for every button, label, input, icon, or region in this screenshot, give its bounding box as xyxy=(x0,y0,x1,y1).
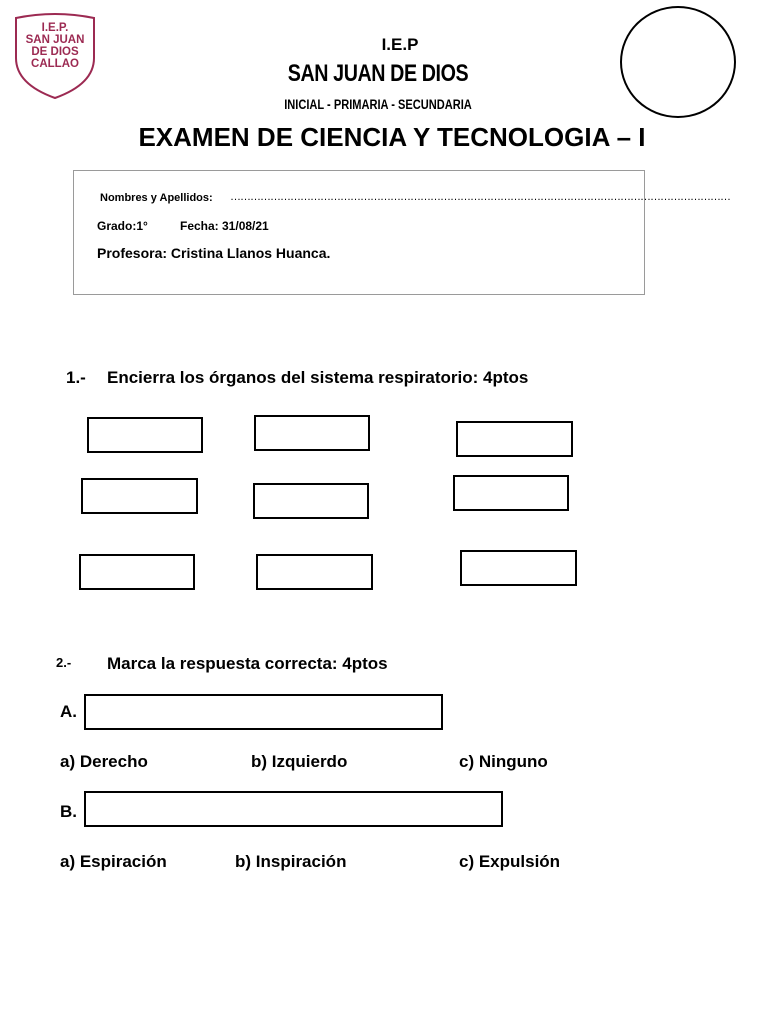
item-b-box[interactable] xyxy=(84,791,503,827)
answer-box[interactable] xyxy=(87,417,203,453)
school-name: SAN JUAN DE DIOS xyxy=(287,60,469,87)
teacher-label: Profesora: Cristina Llanos Huanca. xyxy=(97,245,331,261)
answer-box[interactable] xyxy=(460,550,577,586)
item-a-label: A. xyxy=(60,702,77,721)
answer-box[interactable] xyxy=(456,421,573,457)
page-title: EXAMEN DE CIENCIA Y TECNOLOGIA – I xyxy=(138,122,646,152)
question-2-number: 2.- xyxy=(56,655,72,670)
header-iep: I.E.P xyxy=(381,35,419,54)
date-label: Fecha: 31/08/21 xyxy=(180,219,269,233)
option-a-derecho[interactable]: a) Derecho xyxy=(60,752,148,771)
answer-box[interactable] xyxy=(253,483,369,519)
answer-box[interactable] xyxy=(254,415,370,451)
answer-box[interactable] xyxy=(453,475,569,511)
grade-label: Grado:1° xyxy=(97,219,148,233)
question-2-text: Marca la respuesta correcta: 4ptos xyxy=(107,654,388,673)
logo-line: I.E.P. xyxy=(41,22,69,34)
answer-box[interactable] xyxy=(81,478,198,514)
logo-line: DE DIOS xyxy=(31,46,79,58)
logo-line: CALLAO xyxy=(31,58,79,70)
item-a-box[interactable] xyxy=(84,694,443,730)
name-blank-line[interactable]: …………………………………………………………………………………………………………………………………… xyxy=(230,191,730,203)
logo-line: SAN JUAN xyxy=(25,34,85,46)
question-1-number: 1.- xyxy=(66,368,86,387)
answer-box[interactable] xyxy=(79,554,195,590)
option-b-inspiracion[interactable]: b) Inspiración xyxy=(235,852,347,871)
name-label: Nombres y Apellidos: xyxy=(100,192,213,204)
option-a-espiracion[interactable]: a) Espiración xyxy=(60,852,167,871)
question-1-text: Encierra los órganos del sistema respiratorio: 4ptos xyxy=(107,368,529,387)
student-info-box xyxy=(73,170,730,295)
option-c-expulsion[interactable]: c) Expulsión xyxy=(459,852,561,871)
school-levels: INICIAL - PRIMARIA - SECUNDARIA xyxy=(284,97,472,112)
option-c-ninguno[interactable]: c) Ninguno xyxy=(459,752,548,771)
item-b-label: B. xyxy=(60,802,77,821)
answer-box[interactable] xyxy=(256,554,373,590)
option-b-izquierdo[interactable]: b) Izquierdo xyxy=(251,752,348,771)
